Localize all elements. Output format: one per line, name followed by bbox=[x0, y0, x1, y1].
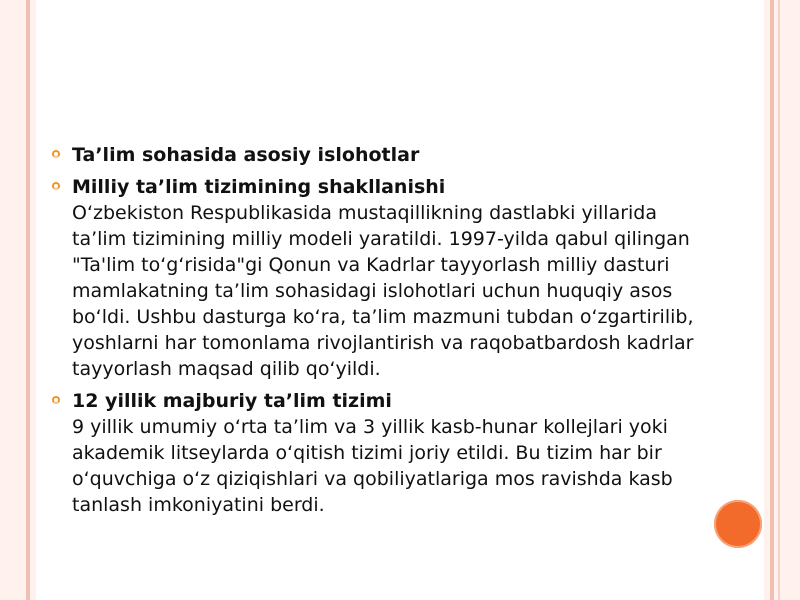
bullet-icon bbox=[52, 150, 60, 158]
bullet-heading: Ta’lim sohasida asosiy islohotlar bbox=[72, 144, 420, 166]
orange-circle-decoration bbox=[714, 500, 762, 548]
right-border-line-thin bbox=[778, 0, 780, 600]
slide-content bbox=[48, 142, 708, 524]
bullet-item-12-year-system bbox=[48, 388, 708, 518]
right-border-decoration bbox=[764, 0, 800, 600]
bullet-item-reforms bbox=[48, 142, 708, 168]
bullet-body-text: O‘zbekiston Respublikasida mustaqillikning dastlabki yillarida ta’lim tizimining milliy modeli yaratildi. 1997-yilda qabul qilingan "Ta'lim to‘g‘risida"gi Qonun va Kadrlar tayyorlash milliy dasturi mamlakatning ta’lim sohasidagi islohotlari uchun huquqiy asos bo‘ldi. Ushbu dasturga ko‘ra, ta’lim mazmuni tubdan o‘zgartirilib, yoshlarni har tomonlama rivojlantirish va raqobatbardosh kadrlar tayyorlash maqsad qilib qo‘yildi. bbox=[72, 202, 694, 380]
bullet-heading: 12 yillik majburiy ta’lim tizimi bbox=[72, 390, 392, 412]
bullet-icon bbox=[52, 396, 60, 404]
left-border-decoration bbox=[0, 0, 36, 600]
bullet-heading: Milliy ta’lim tizimining shakllanishi bbox=[72, 176, 446, 198]
left-border-line bbox=[26, 0, 30, 600]
bullet-body-text: 9 yillik umumiy o‘rta ta’lim va 3 yillik kasb-hunar kollejlari yoki akademik litseylarda o‘qitish tizimi joriy etildi. Bu tizim har bir o‘quvchiga o‘z qiziqishlari va qobiliyatlariga mos ravishda kasb tanlash imkoniyatini berdi. bbox=[72, 416, 673, 516]
bullet-icon bbox=[52, 182, 60, 190]
right-border-line bbox=[770, 0, 774, 600]
bullet-item-national-system bbox=[48, 174, 708, 382]
